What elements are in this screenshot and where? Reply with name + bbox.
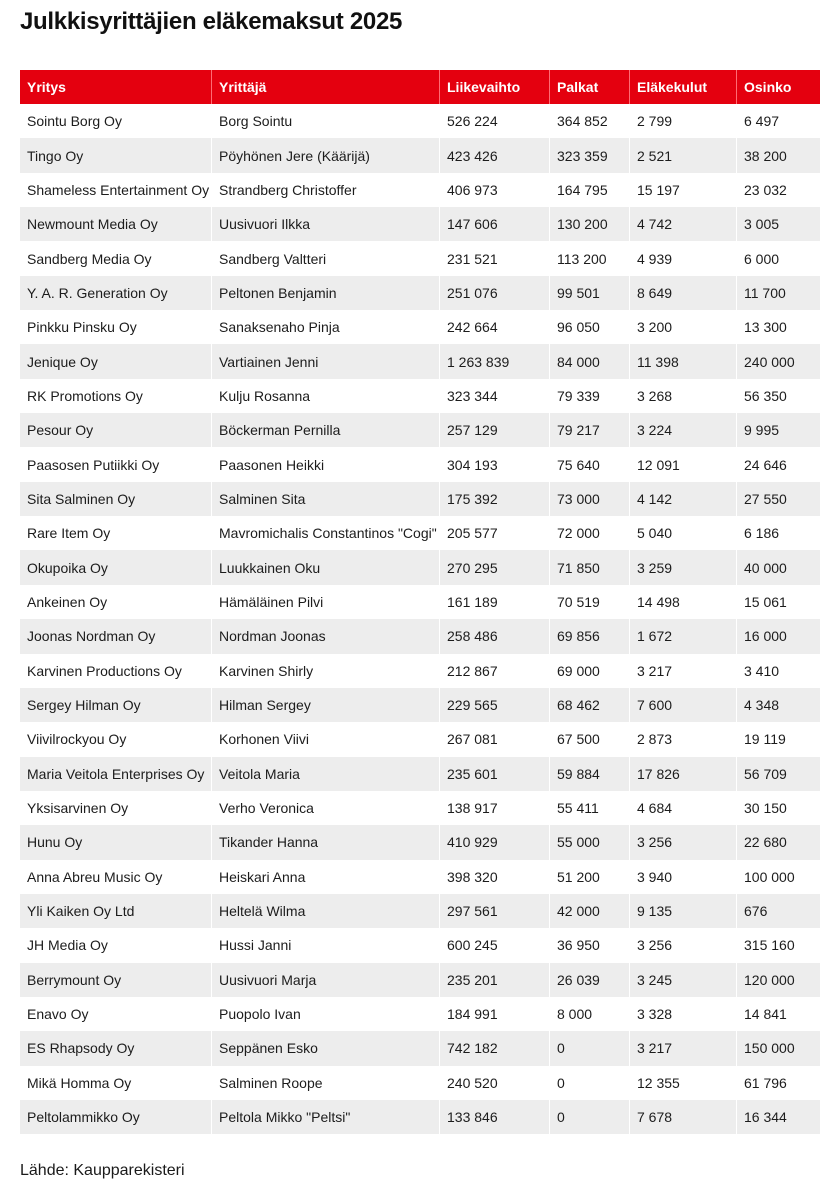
cell-elakekulut: 3 224 <box>630 413 737 447</box>
cell-osinko: 240 000 <box>744 353 795 370</box>
table-row <box>20 757 820 791</box>
cell-yrittaja: Heltelä Wilma <box>212 894 440 928</box>
cell-elakekulut: 4 684 <box>630 791 737 825</box>
column-header-liikevaihto[interactable]: Liikevaihto <box>440 70 550 104</box>
cell-liikevaihto: 240 520 <box>440 1066 550 1100</box>
cell-elakekulut: 11 398 <box>630 344 737 378</box>
cell-liikevaihto: 297 561 <box>440 894 550 928</box>
cell-yrittaja: Uusivuori Marja <box>212 963 440 997</box>
cell-yrittaja: Puopolo Ivan <box>212 997 440 1031</box>
cell-liikevaihto: 410 929 <box>440 825 550 859</box>
cell-yrittaja: Peltonen Benjamin <box>212 276 440 310</box>
cell-palkat: 26 039 <box>550 963 630 997</box>
cell-yritys: Hunu Oy <box>20 825 212 859</box>
cell-yrittaja: Uusivuori Ilkka <box>212 207 440 241</box>
cell-elakekulut: 3 200 <box>630 310 737 344</box>
cell-elakekulut: 4 939 <box>630 241 737 275</box>
cell-yritys: Sointu Borg Oy <box>20 104 212 138</box>
cell-liikevaihto: 251 076 <box>440 276 550 310</box>
table-row <box>20 928 820 962</box>
cell-osinko: 150 000 <box>744 1040 795 1057</box>
cell-yritys: Shameless Entertainment Oy <box>20 173 212 207</box>
cell-palkat: 69 856 <box>550 619 630 653</box>
cell-yrittaja: Mavromichalis Constantinos "Cogi" <box>212 516 440 550</box>
table-row <box>20 654 820 688</box>
cell-osinko: 61 796 <box>744 1074 787 1091</box>
cell-yritys: Pinkku Pinsku Oy <box>20 310 212 344</box>
cell-yrittaja: Tikander Hanna <box>212 825 440 859</box>
cell-osinko: 315 160 <box>744 937 795 954</box>
cell-elakekulut: 3 256 <box>630 825 737 859</box>
cell-yritys: Sita Salminen Oy <box>20 482 212 516</box>
page-title: Julkkisyrittäjien eläkemaksut 2025 <box>20 8 403 35</box>
cell-osinko: 27 550 <box>744 490 787 507</box>
cell-elakekulut: 3 940 <box>630 860 737 894</box>
cell-liikevaihto: 600 245 <box>440 928 550 962</box>
cell-elakekulut: 15 197 <box>630 173 737 207</box>
cell-liikevaihto: 742 182 <box>440 1031 550 1065</box>
cell-palkat: 164 795 <box>550 173 630 207</box>
cell-yrittaja: Karvinen Shirly <box>212 654 440 688</box>
cell-elakekulut: 14 498 <box>630 585 737 619</box>
cell-liikevaihto: 1 263 839 <box>440 344 550 378</box>
cell-liikevaihto: 138 917 <box>440 791 550 825</box>
cell-yritys: ES Rhapsody Oy <box>20 1031 212 1065</box>
table-row <box>20 894 820 928</box>
cell-elakekulut: 4 742 <box>630 207 737 241</box>
table-row <box>20 1100 820 1134</box>
cell-yrittaja: Paasonen Heikki <box>212 447 440 481</box>
cell-elakekulut: 3 217 <box>630 654 737 688</box>
cell-palkat: 67 500 <box>550 722 630 756</box>
table-row <box>20 860 820 894</box>
data-table <box>20 70 820 1134</box>
cell-yritys: Yksisarvinen Oy <box>20 791 212 825</box>
cell-yritys: Yli Kaiken Oy Ltd <box>20 894 212 928</box>
cell-palkat: 55 411 <box>550 791 630 825</box>
cell-elakekulut: 7 678 <box>630 1100 737 1134</box>
cell-palkat: 323 359 <box>550 138 630 172</box>
cell-yrittaja: Verho Veronica <box>212 791 440 825</box>
cell-liikevaihto: 242 664 <box>440 310 550 344</box>
cell-osinko: 16 344 <box>744 1109 787 1126</box>
cell-yritys: Mikä Homma Oy <box>20 1066 212 1100</box>
table-row <box>20 447 820 481</box>
table-body <box>20 104 820 1134</box>
cell-osinko: 16 000 <box>744 628 787 645</box>
cell-liikevaihto: 267 081 <box>440 722 550 756</box>
cell-palkat: 130 200 <box>550 207 630 241</box>
cell-palkat: 42 000 <box>550 894 630 928</box>
cell-yritys: Viivilrockyou Oy <box>20 722 212 756</box>
column-header-yrittaja[interactable]: Yrittäjä <box>212 70 440 104</box>
cell-palkat: 84 000 <box>550 344 630 378</box>
cell-osinko: 19 119 <box>744 731 786 748</box>
source-note: Lähde: Kaupparekisteri <box>20 1162 185 1179</box>
cell-elakekulut: 3 259 <box>630 550 737 584</box>
cell-elakekulut: 1 672 <box>630 619 737 653</box>
cell-palkat: 73 000 <box>550 482 630 516</box>
cell-yrittaja: Strandberg Christoffer <box>212 173 440 207</box>
cell-osinko: 40 000 <box>744 559 787 576</box>
table-row <box>20 722 820 756</box>
table-row <box>20 688 820 722</box>
cell-yritys: Enavo Oy <box>20 997 212 1031</box>
cell-yritys: Paasosen Putiikki Oy <box>20 447 212 481</box>
cell-yritys: Pesour Oy <box>20 413 212 447</box>
cell-palkat: 99 501 <box>550 276 630 310</box>
table-row <box>20 276 820 310</box>
cell-palkat: 96 050 <box>550 310 630 344</box>
cell-palkat: 79 339 <box>550 379 630 413</box>
cell-osinko: 100 000 <box>744 868 795 885</box>
table-row <box>20 1066 820 1100</box>
cell-liikevaihto: 258 486 <box>440 619 550 653</box>
table-row <box>20 207 820 241</box>
table-row <box>20 585 820 619</box>
cell-palkat: 113 200 <box>550 241 630 275</box>
cell-yrittaja: Nordman Joonas <box>212 619 440 653</box>
cell-yritys: Tingo Oy <box>20 138 212 172</box>
cell-palkat: 79 217 <box>550 413 630 447</box>
cell-palkat: 70 519 <box>550 585 630 619</box>
cell-osinko: 38 200 <box>744 147 787 164</box>
cell-yritys: Rare Item Oy <box>20 516 212 550</box>
cell-elakekulut: 2 873 <box>630 722 737 756</box>
cell-yrittaja: Luukkainen Oku <box>212 550 440 584</box>
cell-yritys: JH Media Oy <box>20 928 212 962</box>
cell-yritys: Jenique Oy <box>20 344 212 378</box>
cell-osinko: 56 350 <box>744 387 787 404</box>
table-row <box>20 104 820 138</box>
cell-liikevaihto: 175 392 <box>440 482 550 516</box>
cell-yritys: Sergey Hilman Oy <box>20 688 212 722</box>
cell-liikevaihto: 229 565 <box>440 688 550 722</box>
cell-osinko: 14 841 <box>744 1006 787 1023</box>
cell-osinko: 3 005 <box>744 216 780 233</box>
cell-yrittaja: Hämäläinen Pilvi <box>212 585 440 619</box>
cell-yritys: RK Promotions Oy <box>20 379 212 413</box>
cell-liikevaihto: 423 426 <box>440 138 550 172</box>
table-row <box>20 138 820 172</box>
cell-palkat: 59 884 <box>550 757 630 791</box>
table-row <box>20 997 820 1031</box>
cell-osinko: 6 497 <box>744 113 780 130</box>
cell-yrittaja: Pöyhönen Jere (Käärijä) <box>212 138 440 172</box>
cell-yrittaja: Sanaksenaho Pinja <box>212 310 440 344</box>
cell-liikevaihto: 133 846 <box>440 1100 550 1134</box>
table-row <box>20 1031 820 1065</box>
column-header-elakekulut[interactable]: Eläkekulut <box>630 70 737 104</box>
cell-yrittaja: Vartiainen Jenni <box>212 344 440 378</box>
cell-osinko: 6 000 <box>744 250 780 267</box>
cell-palkat: 0 <box>550 1066 630 1100</box>
cell-elakekulut: 5 040 <box>630 516 737 550</box>
cell-liikevaihto: 235 601 <box>440 757 550 791</box>
cell-liikevaihto: 526 224 <box>440 104 550 138</box>
cell-yrittaja: Kulju Rosanna <box>212 379 440 413</box>
table-row <box>20 619 820 653</box>
column-header-yritys[interactable]: Yritys <box>20 70 212 104</box>
cell-yrittaja: Veitola Maria <box>212 757 440 791</box>
cell-yritys: Y. A. R. Generation Oy <box>20 276 212 310</box>
cell-osinko: 11 700 <box>744 284 786 301</box>
cell-osinko: 3 410 <box>744 662 780 679</box>
cell-elakekulut: 2 799 <box>630 104 737 138</box>
cell-palkat: 0 <box>550 1100 630 1134</box>
cell-elakekulut: 7 600 <box>630 688 737 722</box>
cell-elakekulut: 17 826 <box>630 757 737 791</box>
cell-elakekulut: 3 328 <box>630 997 737 1031</box>
cell-yrittaja: Salminen Roope <box>212 1066 440 1100</box>
cell-osinko: 120 000 <box>744 971 795 988</box>
table-row <box>20 310 820 344</box>
cell-elakekulut: 3 268 <box>630 379 737 413</box>
cell-liikevaihto: 406 973 <box>440 173 550 207</box>
cell-yritys: Newmount Media Oy <box>20 207 212 241</box>
cell-liikevaihto: 147 606 <box>440 207 550 241</box>
cell-osinko: 22 680 <box>744 834 787 851</box>
cell-osinko: 15 061 <box>744 593 787 610</box>
cell-palkat: 36 950 <box>550 928 630 962</box>
cell-yrittaja: Borg Sointu <box>212 104 440 138</box>
cell-elakekulut: 12 091 <box>630 447 737 481</box>
cell-osinko: 4 348 <box>744 697 780 714</box>
cell-palkat: 8 000 <box>550 997 630 1031</box>
cell-yritys: Berrymount Oy <box>20 963 212 997</box>
cell-yritys: Anna Abreu Music Oy <box>20 860 212 894</box>
cell-yritys: Joonas Nordman Oy <box>20 619 212 653</box>
table-row <box>20 379 820 413</box>
cell-yrittaja: Salminen Sita <box>212 482 440 516</box>
cell-liikevaihto: 270 295 <box>440 550 550 584</box>
table-row <box>20 241 820 275</box>
cell-palkat: 51 200 <box>550 860 630 894</box>
cell-yritys: Ankeinen Oy <box>20 585 212 619</box>
cell-yrittaja: Böckerman Pernilla <box>212 413 440 447</box>
cell-palkat: 75 640 <box>550 447 630 481</box>
table-row <box>20 825 820 859</box>
table-row <box>20 344 820 378</box>
cell-palkat: 69 000 <box>550 654 630 688</box>
cell-osinko: 24 646 <box>744 456 787 473</box>
table-row <box>20 482 820 516</box>
cell-elakekulut: 2 521 <box>630 138 737 172</box>
table-row <box>20 550 820 584</box>
cell-elakekulut: 12 355 <box>630 1066 737 1100</box>
cell-liikevaihto: 398 320 <box>440 860 550 894</box>
cell-elakekulut: 3 256 <box>630 928 737 962</box>
cell-osinko: 56 709 <box>744 765 787 782</box>
cell-yritys: Peltolammikko Oy <box>20 1100 212 1134</box>
cell-osinko: 23 032 <box>744 181 787 198</box>
cell-liikevaihto: 184 991 <box>440 997 550 1031</box>
table-row <box>20 963 820 997</box>
cell-palkat: 68 462 <box>550 688 630 722</box>
cell-liikevaihto: 212 867 <box>440 654 550 688</box>
column-header-palkat[interactable]: Palkat <box>550 70 630 104</box>
cell-liikevaihto: 304 193 <box>440 447 550 481</box>
cell-liikevaihto: 161 189 <box>440 585 550 619</box>
cell-yritys: Sandberg Media Oy <box>20 241 212 275</box>
table-row <box>20 791 820 825</box>
column-header-osinko[interactable]: Osinko <box>744 79 792 95</box>
cell-osinko: 9 995 <box>744 422 780 439</box>
cell-palkat: 71 850 <box>550 550 630 584</box>
table-row <box>20 516 820 550</box>
cell-liikevaihto: 205 577 <box>440 516 550 550</box>
cell-elakekulut: 3 245 <box>630 963 737 997</box>
cell-elakekulut: 9 135 <box>630 894 737 928</box>
cell-liikevaihto: 257 129 <box>440 413 550 447</box>
cell-yrittaja: Seppänen Esko <box>212 1031 440 1065</box>
cell-yrittaja: Peltola Mikko "Peltsi" <box>212 1100 440 1134</box>
table-header-row <box>20 70 820 104</box>
table-row <box>20 173 820 207</box>
cell-elakekulut: 8 649 <box>630 276 737 310</box>
cell-yrittaja: Hussi Janni <box>212 928 440 962</box>
cell-osinko: 676 <box>744 903 768 920</box>
cell-yritys: Maria Veitola Enterprises Oy <box>20 757 212 791</box>
cell-osinko: 30 150 <box>744 800 787 817</box>
cell-yrittaja: Hilman Sergey <box>212 688 440 722</box>
cell-osinko: 13 300 <box>744 319 787 336</box>
cell-palkat: 72 000 <box>550 516 630 550</box>
cell-yrittaja: Heiskari Anna <box>212 860 440 894</box>
cell-liikevaihto: 235 201 <box>440 963 550 997</box>
cell-elakekulut: 4 142 <box>630 482 737 516</box>
cell-yrittaja: Korhonen Viivi <box>212 722 440 756</box>
cell-palkat: 364 852 <box>550 104 630 138</box>
table-row <box>20 413 820 447</box>
cell-liikevaihto: 323 344 <box>440 379 550 413</box>
cell-yritys: Karvinen Productions Oy <box>20 654 212 688</box>
cell-elakekulut: 3 217 <box>630 1031 737 1065</box>
cell-liikevaihto: 231 521 <box>440 241 550 275</box>
cell-palkat: 55 000 <box>550 825 630 859</box>
cell-palkat: 0 <box>550 1031 630 1065</box>
cell-yrittaja: Sandberg Valtteri <box>212 241 440 275</box>
cell-yritys: Okupoika Oy <box>20 550 212 584</box>
cell-osinko: 6 186 <box>744 525 780 542</box>
